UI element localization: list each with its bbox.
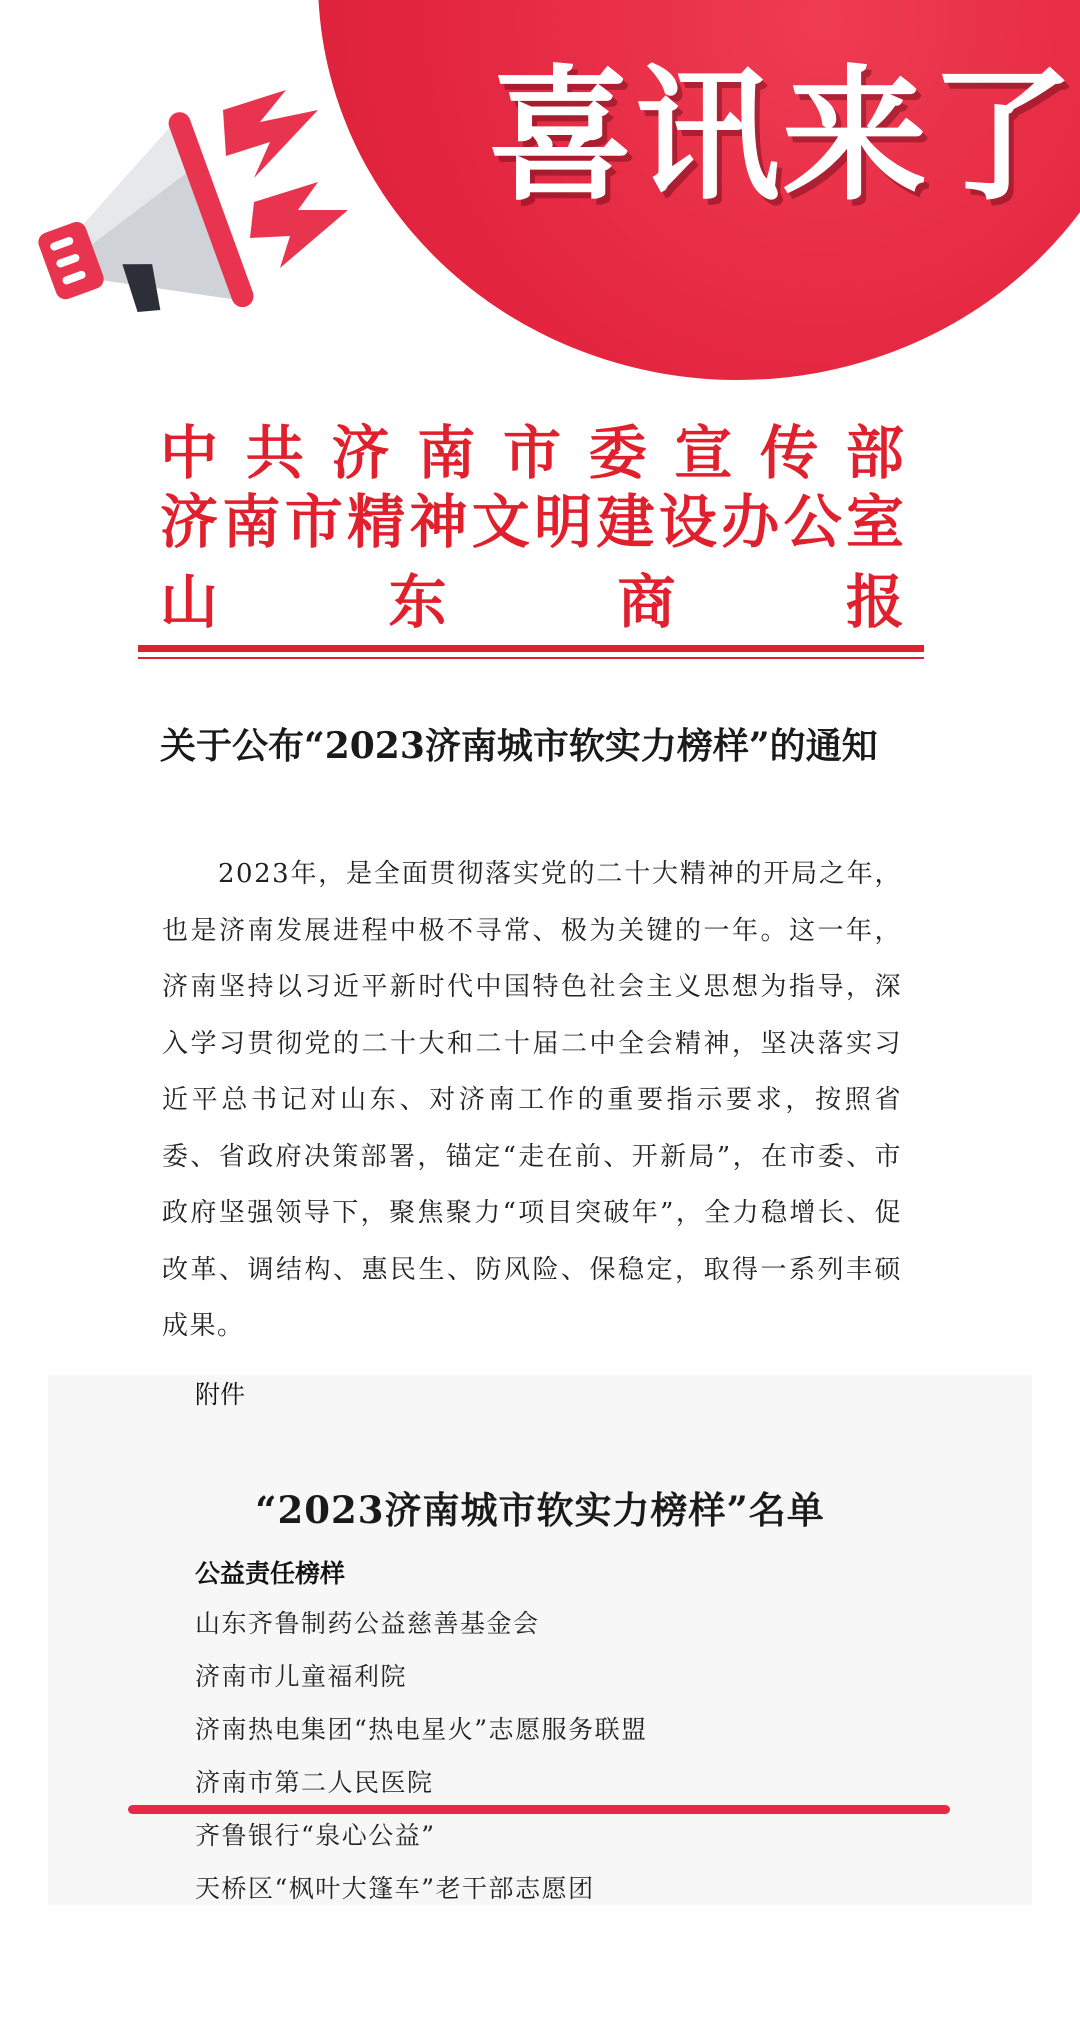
list-item: 齐鲁银行“泉心公益” — [195, 1821, 436, 1850]
list-item: 济南热电集团“热电星火”志愿服务联盟 — [195, 1715, 648, 1744]
letterhead-rule-thin — [138, 657, 924, 659]
divider-bar — [128, 1805, 950, 1814]
list-item: 天桥区“枫叶大篷车”老干部志愿团 — [195, 1874, 595, 1903]
letterhead-char: 神 — [409, 488, 468, 556]
notice-body: 2023年，是全面贯彻落实党的二十大精神的开局之年，也是济南发展进程中极不寻常、极为关键的一年。这一年，济南坚持以习近平新时代中国特色社会主义思想为指导，深入学习贯彻党的二十大和二十届二中全会精神，坚决落实习近平总书记对山东、对济南工作的重要指示要求，按照省委、省政府决策部署，锚定“走在前、开新局”，在市委、市政府坚强领导下，聚焦聚力“项目突破年”，全力稳增长、促改革、调结构、惠民生、防风险、保稳定，取得一系列丰硕成果。 — [162, 859, 902, 1341]
letterhead-char: 市 — [502, 419, 561, 487]
letterhead-char: 精 — [347, 488, 406, 556]
attachment-label: 附件 — [195, 1380, 246, 1409]
letterhead-char: 文 — [471, 488, 530, 556]
letterhead-char: 山 — [160, 568, 219, 636]
letterhead-char: 济 — [331, 419, 390, 487]
list-item: 山东齐鲁制药公益慈善基金会 — [195, 1609, 540, 1638]
letterhead-char: 南 — [417, 419, 476, 487]
letterhead-char: 共 — [245, 419, 304, 487]
letterhead-char: 中 — [160, 419, 219, 487]
org-name-newspaper — [160, 567, 904, 637]
honoree-list — [195, 1604, 648, 1922]
letterhead-char: 明 — [534, 488, 593, 556]
letterhead-char: 东 — [388, 568, 447, 636]
letterhead-char: 公 — [783, 488, 842, 556]
letterhead-char: 室 — [845, 488, 904, 556]
letterhead-rule — [138, 645, 924, 652]
letterhead-char: 市 — [284, 488, 343, 556]
letterhead-char: 委 — [588, 419, 647, 487]
letterhead-char: 传 — [760, 419, 819, 487]
list-item: 济南市第二人民医院 — [195, 1768, 434, 1797]
letterhead-char: 部 — [845, 419, 904, 487]
letterhead-char: 设 — [658, 488, 717, 556]
letterhead-char: 报 — [845, 568, 904, 636]
letterhead-char: 济 — [160, 488, 219, 556]
letterhead-char: 商 — [617, 568, 676, 636]
list-title: “2023济南城市软实力榜样”名单 — [255, 1488, 825, 1532]
headline-title: 喜讯来了 — [488, 52, 1076, 221]
org-name-propaganda-dept — [160, 418, 904, 488]
letterhead-char: 宣 — [674, 419, 733, 487]
megaphone-icon — [18, 70, 378, 340]
letterhead-char: 建 — [596, 488, 655, 556]
notice-title: 关于公布“2023济南城市软实力榜样”的通知 — [160, 725, 878, 767]
letterhead-char: 办 — [721, 488, 780, 556]
letterhead-char: 南 — [222, 488, 281, 556]
list-item: 济南市儿童福利院 — [195, 1662, 408, 1691]
org-name-civilization-office — [160, 487, 904, 557]
category-heading: 公益责任榜样 — [195, 1559, 346, 1588]
